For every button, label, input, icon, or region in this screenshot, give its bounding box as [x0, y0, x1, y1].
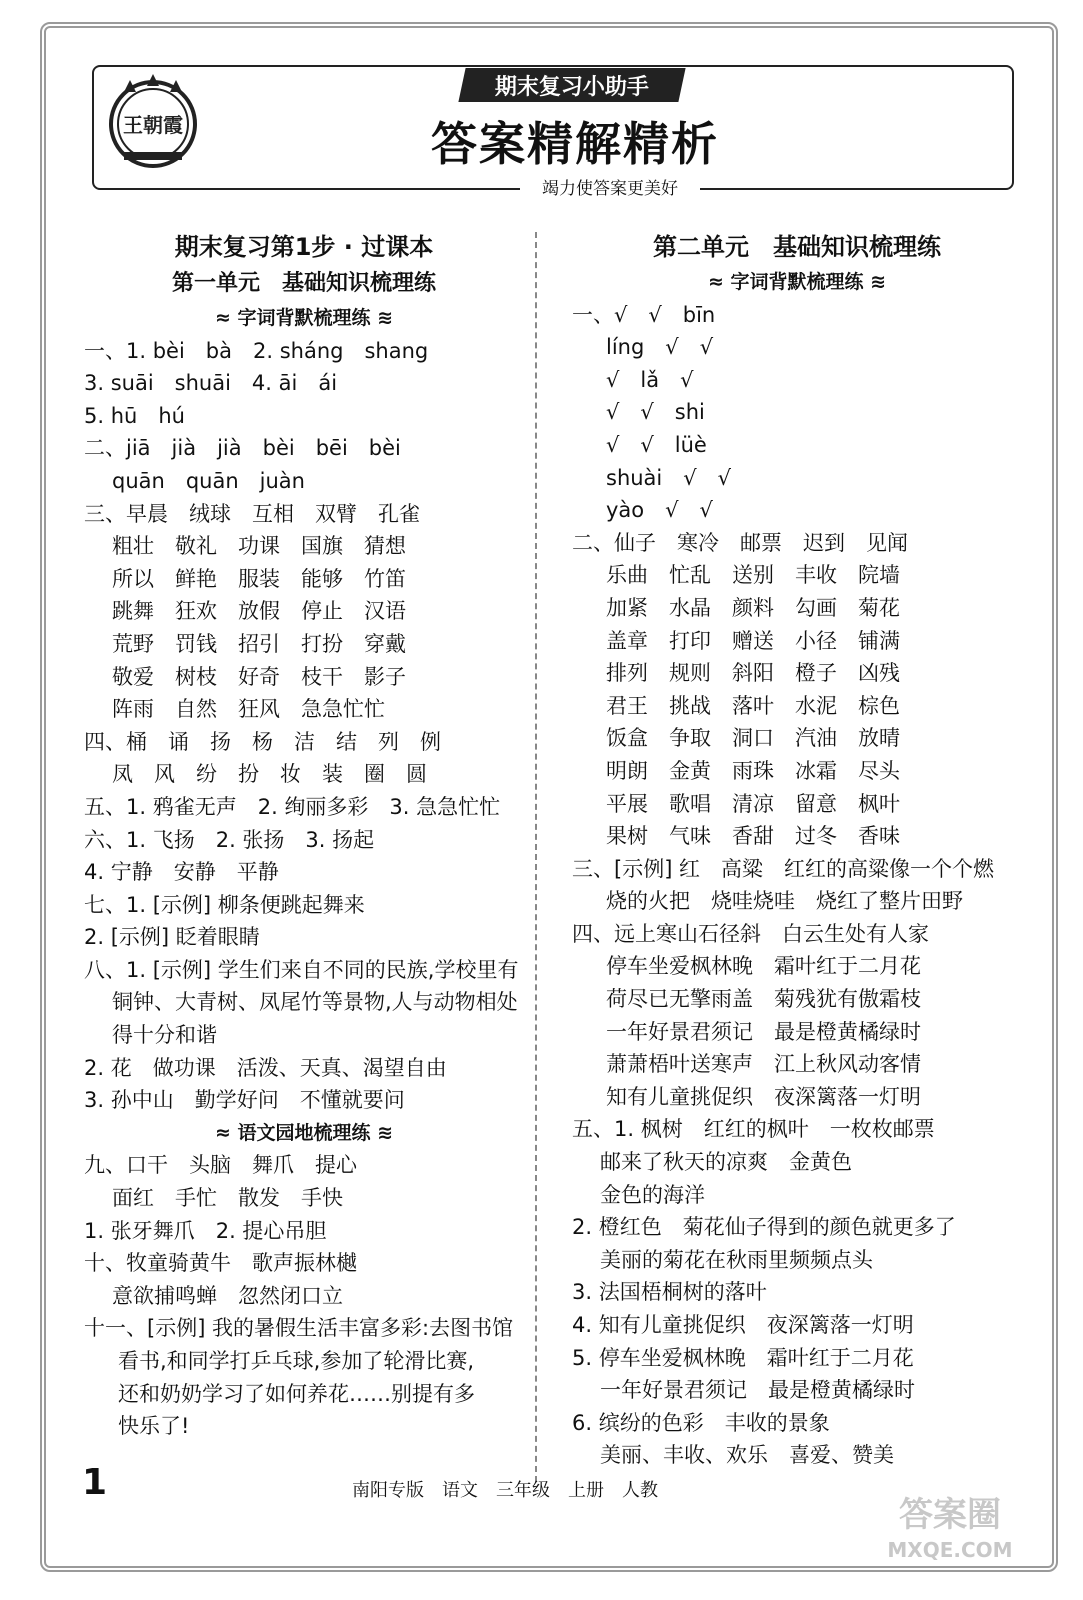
answer-line: 铜钟、大青树、凤尾竹等景物,人与动物相处 — [112, 990, 518, 1015]
answer-line: 一年好景君须记 最是橙黄橘绿时 — [600, 1378, 915, 1403]
subsection-title: ≈ 字词背默梳理练 ≋ — [707, 271, 887, 293]
answer-line: 面红 手忙 散发 手快 — [112, 1186, 343, 1211]
answer-line: 所以 鲜艳 服装 能够 竹笛 — [112, 566, 406, 591]
answer-line: 粗壮 敬礼 功课 国旗 猜想 — [112, 534, 406, 559]
answer-line: √ √ lüè — [606, 432, 707, 457]
answer-line: 敬爱 树枝 好奇 枝干 影子 — [112, 664, 406, 689]
answer-line: 二、jiā jià jià bèi bēi bèi — [84, 436, 401, 461]
answer-line: 2. [示例] 眨着眼睛 — [84, 925, 260, 950]
answer-line: 2. 橙红色 菊花仙子得到的颜色就更多了 — [572, 1215, 956, 1240]
answer-line: 六、1. 飞扬 2. 张扬 3. 扬起 — [84, 827, 375, 852]
page-title: 答案精解精析 — [431, 117, 719, 171]
left-column — [84, 228, 524, 1443]
answer-line: 美丽的菊花在秋雨里频频点头 — [600, 1247, 873, 1272]
subsection-title: ≈ 字词背默梳理练 ≋ — [214, 307, 394, 329]
answer-line: 跳舞 狂欢 放假 停止 汉语 — [112, 599, 406, 624]
answer-line: 三、早晨 绒球 互相 双臂 孔雀 — [84, 501, 420, 526]
answer-line: 三、[示例] 红 高粱 红红的高粱像一个个燃 — [572, 856, 995, 881]
answer-line: 一、√ √ bīn — [572, 302, 716, 327]
svg-text:王朝霞: 王朝霞 — [123, 113, 183, 137]
answer-line: 阵雨 自然 狂风 急急忙忙 — [112, 697, 385, 722]
answer-line: 知有儿童挑促织 夜深篱落一灯明 — [606, 1084, 921, 1109]
answer-line: 乐曲 忙乱 送别 丰收 院墙 — [606, 563, 900, 588]
answer-line: 5. hū hú — [84, 403, 185, 428]
section-title: 期末复习第1步 · 过课本 — [174, 233, 434, 261]
answer-line: 平展 歌唱 清凉 留意 枫叶 — [606, 791, 900, 816]
answer-line: 荷尽已无擎雨盖 菊残犹有傲霜枝 — [606, 987, 921, 1012]
right-column — [572, 228, 1022, 1472]
answer-line: 九、口干 头脑 舞爪 提心 — [84, 1153, 357, 1178]
answer-line: líng √ √ — [606, 335, 714, 360]
answer-line: quān quān juàn — [112, 468, 305, 493]
answer-line: 4. 知有儿童挑促织 夜深篱落一灯明 — [572, 1313, 914, 1337]
footer-edition: 南阳专版 语文 三年级 上册 人教 — [352, 1480, 658, 1501]
answer-line: 快乐了! — [118, 1414, 190, 1439]
answer-line: 二、仙子 寒冷 邮票 迟到 见闻 — [572, 530, 908, 555]
answer-line: 五、1. 枫树 红红的枫叶 一枚枚邮票 — [572, 1117, 935, 1142]
answer-line: 八、1. [示例] 学生们来自不同的民族,学校里有 — [84, 957, 519, 982]
answer-line: √ lǎ √ — [606, 367, 694, 392]
answer-line: 君王 挑战 落叶 水泥 棕色 — [606, 693, 900, 718]
answer-line: 意欲捕鸣蝉 忽然闭口立 — [112, 1283, 343, 1308]
answer-line: 邮来了秋天的凉爽 金黄色 — [600, 1150, 852, 1175]
answer-line: 十一、[示例] 我的暑假生活丰富多彩:去图书馆 — [84, 1316, 514, 1341]
unit-title: 第二单元 基础知识梳理练 — [653, 233, 941, 261]
answer-line: 一、1. bèi bà 2. sháng shang — [84, 338, 429, 363]
answer-line: 五、1. 鸦雀无声 2. 绚丽多彩 3. 急急忙忙 — [84, 794, 501, 819]
answer-line: 5. 停车坐爱枫林晚 霜叶红于二月花 — [572, 1345, 914, 1370]
answer-line: 明朗 金黄 雨珠 冰霜 尽头 — [606, 758, 900, 783]
answer-line: 加紧 水晶 颜料 勾画 菊花 — [606, 595, 900, 620]
answer-line: 看书,和同学打乒乓球,参加了轮滑比赛, — [118, 1349, 475, 1373]
watermark-url: MXQE.COM — [887, 1538, 1013, 1562]
answer-line: 荒野 罚钱 招引 打扮 穿戴 — [112, 631, 406, 656]
answer-line: 美丽、丰收、欢乐 喜爱、赞美 — [600, 1443, 894, 1468]
column-divider — [535, 232, 537, 1482]
page-number: 1 — [82, 1462, 108, 1503]
answer-line: 3. suāi shuāi 4. āi ái — [84, 371, 338, 396]
answer-line: 七、1. [示例] 柳条便跳起舞来 — [84, 892, 365, 917]
answer-line: shuài √ √ — [606, 465, 732, 490]
header-tag: 期末复习小助手 — [458, 68, 685, 102]
unit-title: 第一单元 基础知识梳理练 — [171, 271, 436, 296]
slogan: 竭力使答案更美好 — [520, 174, 700, 199]
answer-line: 十、牧童骑黄牛 歌声振林樾 — [84, 1251, 357, 1276]
answer-line: 1. 张牙舞爪 2. 提心吊胆 — [84, 1218, 327, 1243]
answer-line: 停车坐爱枫林晚 霜叶红于二月花 — [606, 954, 921, 979]
answer-line: 4. 宁静 安静 平静 — [84, 860, 279, 885]
answer-line: 2. 花 做功课 活泼、天真、渴望自由 — [84, 1055, 447, 1080]
answer-line: 排列 规则 斜阳 橙子 凶残 — [606, 661, 900, 686]
answer-line: 四、桶 诵 扬 杨 洁 结 列 例 — [84, 729, 441, 754]
answer-line: 还和奶奶学习了如何养花……别提有多 — [118, 1381, 475, 1406]
answer-line: 烧的火把 烧哇烧哇 烧红了整片田野 — [606, 889, 963, 914]
answer-line: 饭盒 争取 洞口 汽油 放晴 — [606, 726, 900, 751]
answer-line: 金色的海洋 — [600, 1182, 705, 1207]
subsection-title: ≈ 语文园地梳理练 ≋ — [214, 1121, 394, 1144]
watermark: 答案圈 — [899, 1495, 1001, 1535]
answer-line: 3. 法国梧桐树的落叶 — [572, 1280, 767, 1305]
answer-line: √ √ shi — [606, 400, 705, 425]
answer-line: 果树 气味 香甜 过冬 香味 — [606, 824, 900, 849]
answer-line: 3. 孙中山 勤学好问 不懂就要问 — [84, 1088, 405, 1113]
answer-line: 盖章 打印 赠送 小径 铺满 — [606, 628, 900, 653]
answer-line: 得十分和谐 — [112, 1023, 217, 1048]
brand-logo — [104, 72, 202, 170]
answer-line: 四、远上寒山石径斜 白云生处有人家 — [572, 921, 929, 946]
answer-line: 凤 风 纷 扮 妆 装 圈 圆 — [112, 762, 427, 787]
answer-line: 一年好景君须记 最是橙黄橘绿时 — [606, 1019, 921, 1044]
answer-line: 萧萧梧叶送寒声 江上秋风动客情 — [606, 1052, 921, 1077]
answer-line: 6. 缤纷的色彩 丰收的景象 — [572, 1410, 830, 1435]
answer-line: yào √ √ — [606, 498, 713, 523]
